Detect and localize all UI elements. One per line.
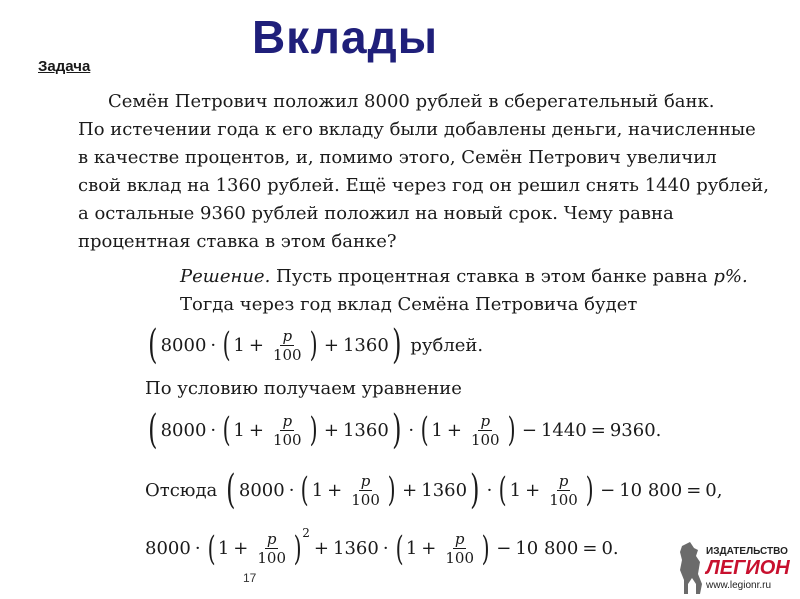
publisher-logo (676, 540, 796, 596)
problem-line: свой вклад на 1360 рублей. Ещё через год он решил снять 1440 рублей, (78, 175, 769, 196)
solution-label: Решение. (180, 266, 271, 287)
logo-brand: ЛЕГИОН (706, 557, 790, 579)
solution-intro (180, 263, 780, 319)
fraction: $\frac{p}{100}$ (272, 411, 302, 449)
fraction: $\frac{p}{100}$ (549, 471, 578, 509)
slide-title: Вклады (251, 11, 439, 63)
solution-line (180, 263, 780, 291)
solution-line: Тогда через год вклад Семёна Петровича будет (180, 294, 638, 315)
solution-intro-text: Пусть процентная ставка в этом банке равна (276, 266, 708, 287)
fraction: $\frac{p}{100}$ (445, 530, 474, 567)
problem-line: а остальные 9360 рублей положил на новый срок. Чему равна (78, 203, 674, 224)
equation-hence: Отсюда ( 8000 · ( 1 + $\frac{p}{100}$ ) + 1360 ) · ( 1 + $\frac{p}{100}$ ) − 10 800 = 0 , (145, 467, 723, 513)
logo-url: www.legionr.ru (706, 580, 772, 591)
task-label: Задача (38, 58, 91, 75)
logo-publisher: ИЗДАТЕЛЬСТВО (706, 546, 788, 557)
fraction: $\frac{p}{100}$ (351, 471, 380, 509)
equation-condition: ( 8000 · ( 1 + $\frac{p}{100}$ ) + 1360 ) · ( 1 + $\frac{p}{100}$ ) − 1440 = 9360 . (148, 407, 662, 453)
problem-line: в качестве процентов, и, помимо этого, Семён Петрович увеличил (78, 147, 717, 168)
equation-final: 8000 · ( 1 + $\frac{p}{100}$ ) 2 + 1360 · ( 1 + $\frac{p}{100}$ ) − 10 800 = 0 . (145, 525, 619, 569)
problem-text (78, 88, 778, 256)
horse-icon (676, 540, 706, 596)
condition-text: По условию получаем уравнение (145, 378, 462, 399)
fraction: $\frac{p}{100}$ (272, 326, 302, 364)
equation-deposit: ( 8000 · ( 1 + $\frac{p}{100}$ ) + 1360 ) рублей. (148, 322, 484, 368)
percent-variable: p%. (713, 266, 748, 287)
problem-line: процентная ставка в этом банке? (78, 231, 397, 252)
problem-line: По истечении года к его вкладу были добавлены деньги, начисленные (78, 119, 756, 140)
fraction: $\frac{p}{100}$ (470, 411, 500, 449)
problem-line: Семён Петрович положил 8000 рублей в сберегательный банк. (108, 91, 715, 112)
page-number: 17 (243, 571, 257, 585)
fraction: $\frac{p}{100}$ (257, 530, 286, 567)
